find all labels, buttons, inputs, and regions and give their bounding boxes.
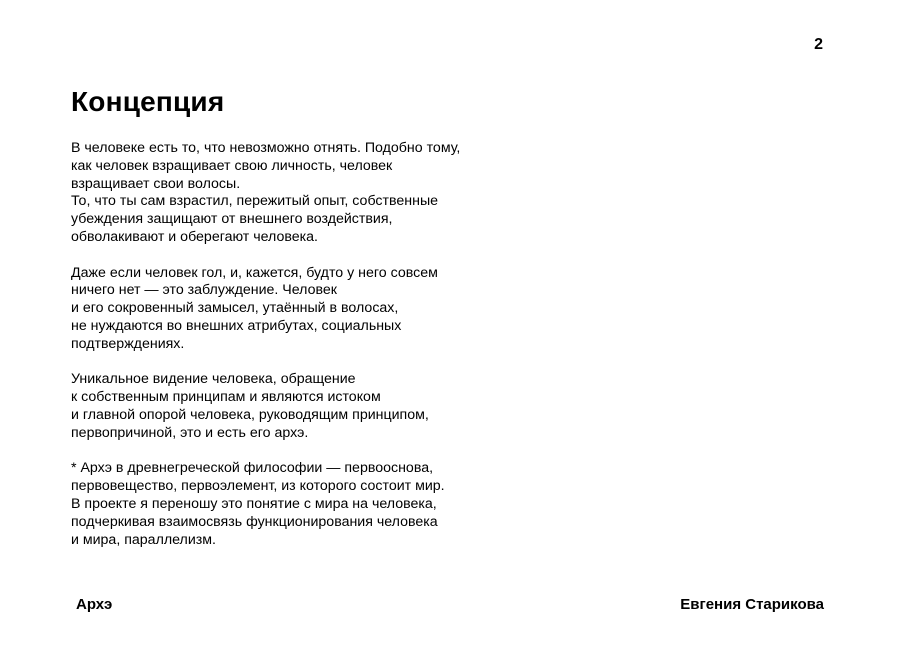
text-line: и мира, параллелизм.	[71, 531, 216, 548]
text-line: взращивает свои волосы.	[71, 175, 241, 192]
text-line: Даже если человек гол, и, кажется, будто у него совсем	[71, 264, 438, 281]
text-line: То, что ты сам взрастил, пережитый опыт, собственные	[71, 193, 439, 210]
text-line: первовещество, первоэлемент, из которого состоит мир.	[71, 478, 445, 495]
body-text	[71, 140, 531, 567]
footer-author-name: Евгения Старикова	[680, 596, 824, 613]
text-line: убеждения защищают от внешнего воздействия,	[71, 211, 393, 228]
text-line: первопричиной, это и есть его архэ.	[71, 424, 309, 441]
text-line: подтверждениях.	[71, 335, 185, 352]
paragraph-3	[71, 371, 531, 442]
text-line: и его сокровенный замысел, утаённый в волосах,	[71, 300, 399, 317]
paragraph-1	[71, 140, 531, 247]
page-number: 2	[814, 36, 823, 53]
text-line: ничего нет — это заблуждение. Человек	[71, 282, 337, 299]
text-line: к собственным принципам и являются истоком	[71, 389, 381, 406]
text-line: подчеркивая взаимосвязь функционирования человека	[71, 513, 438, 530]
text-line: В проекте я переношу это понятие с мира на человека,	[71, 495, 437, 512]
text-line: Уникальное видение человека, обращение	[71, 371, 356, 388]
footnote-paragraph	[71, 460, 531, 549]
paragraph-2	[71, 265, 531, 354]
text-line: * Архэ в древнегреческой философии — первооснова,	[71, 460, 434, 477]
page-title: Концепция	[71, 86, 225, 117]
text-line: В человеке есть то, что невозможно отнять. Подобно тому,	[71, 140, 461, 156]
text-line: не нуждаются во внешних атрибутах, социальных	[71, 317, 402, 334]
text-line: как человек взращивает свою личность, человек	[71, 157, 393, 174]
footer-project-name: Архэ	[76, 596, 113, 613]
text-line: и главной опорой человека, руководящим принципом,	[71, 406, 429, 423]
text-line: обволакивают и оберегают человека.	[71, 228, 318, 245]
